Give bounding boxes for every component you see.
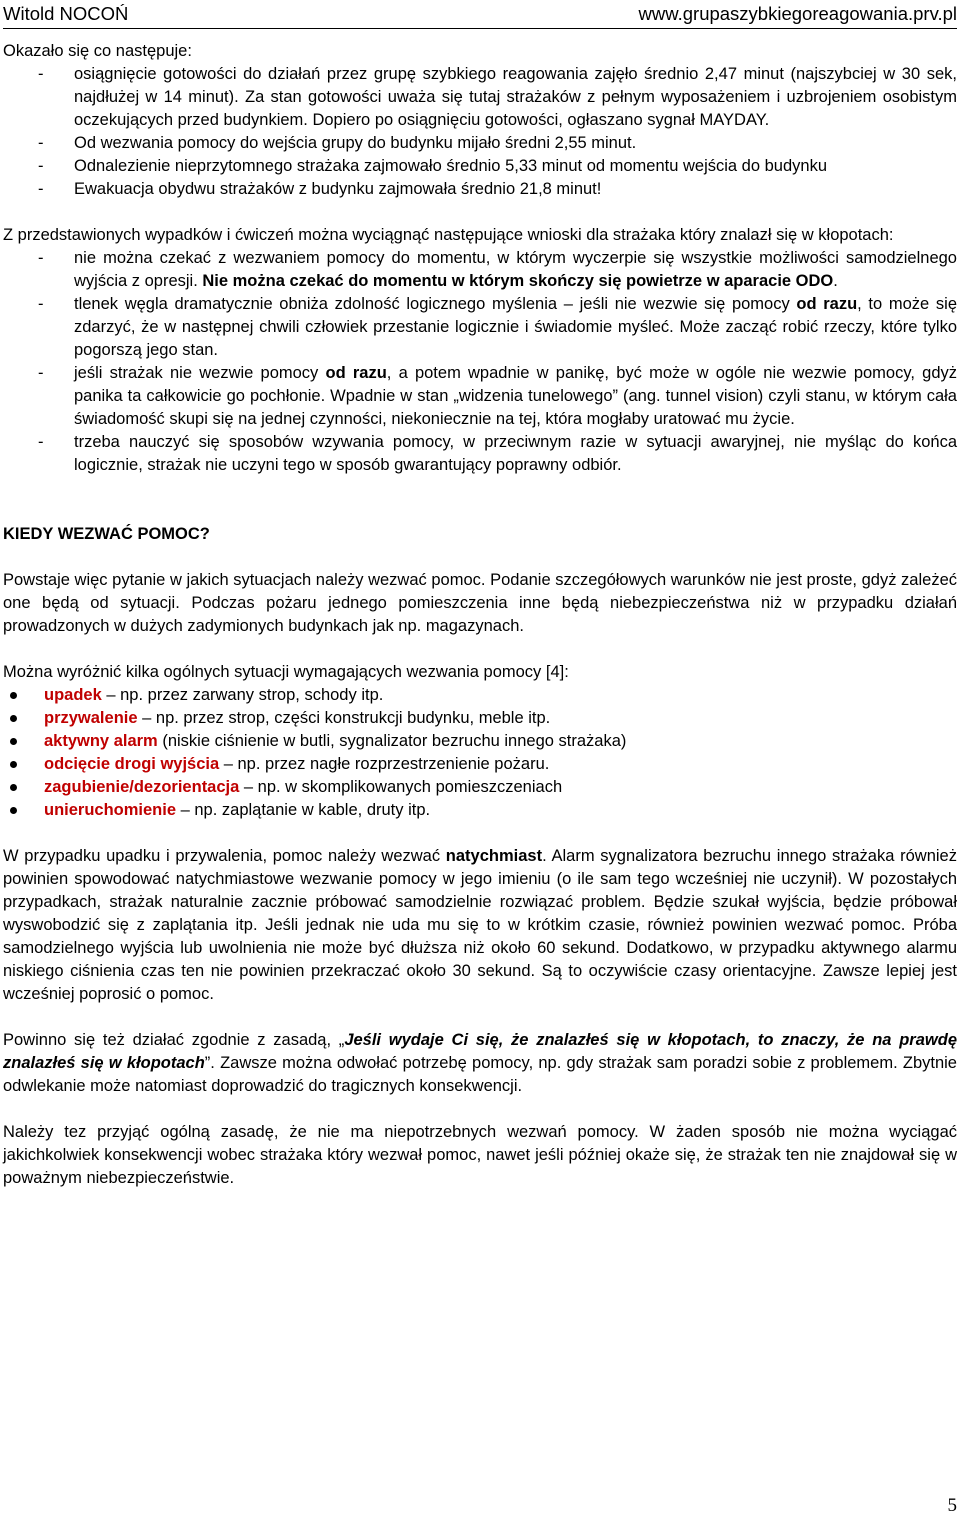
situations-list — [3, 684, 957, 822]
dash-marker: - — [38, 249, 44, 267]
dash-marker: - — [38, 433, 44, 451]
page-number: 5 — [947, 1495, 957, 1516]
page-header — [3, 0, 957, 29]
list-item: - Ewakuacja obydwu strażaków z budynku zajmowała średnio 21,8 minut! — [3, 178, 957, 201]
list-item: zagubienie/dezorientacja – np. w skomplikowanych pomieszczeniach — [3, 776, 957, 799]
list-item: - trzeba nauczyć się sposobów wzywania pomocy, w przeciwnym razie w sytuacji awaryjnej, nie myśląc do końca logicznie, strażak nie uczyni tego w sposób gwarantujący poprawny odbiór. — [38, 433, 957, 474]
dash-marker: - — [38, 364, 44, 382]
list-item: odcięcie drogi wyjścia – np. przez nagłe rozprzestrzenienie pożaru. — [3, 753, 957, 776]
list-item: - Odnalezienie nieprzytomnego strażaka zajmowało średnio 5,33 minut od momentu wejścia do budynku — [3, 155, 957, 178]
bullet-icon — [10, 761, 17, 768]
list-item: - nie można czekać z wezwaniem pomocy do momentu, w którym wyczerpie się wszystkie możliwości samodzielnego wyjścia z opresji. Nie można czekać do momentu w którym skończy się powietrze w aparacie ODO. — [38, 249, 957, 290]
list-item: unieruchomienie – np. zaplątanie w kable, druty itp. — [3, 799, 957, 822]
dash-marker: - — [38, 134, 44, 152]
dash-marker: - — [38, 65, 44, 83]
section-heading: KIEDY WEZWAĆ POMOC? — [3, 525, 210, 543]
author-name: Witold NOCOŃ — [3, 3, 129, 24]
dash-marker: - — [38, 180, 44, 198]
paragraph: Powstaje więc pytanie w jakich sytuacjach należy wezwać pomoc. Podanie szczegółowych warunków nie jest proste, gdyż zależeć one będą od sytuacji. Podczas pożaru jednego pomieszczenia inne będą niebezpieczeństwa niż w przypadku działań prowadzonych w dużych zadymionych budynkach jak np. magazynach. — [3, 571, 957, 635]
list-item: - jeśli strażak nie wezwie pomocy od razu, a potem wpadnie w panikę, być może w ogóle nie wezwie pomocy, gdyż panika ta całkowicie go pochłonie. Wpadnie w stan „widzenia tunelowego” (ang. tunnel vision) czyli stanu, w którym cała świadomość skupi się na jednej czynności, niekoniecznie na tej, która mogłaby uratować mu życie. — [38, 364, 958, 428]
bullet-icon — [10, 738, 17, 745]
list-item: upadek – np. przez zarwany strop, schody itp. — [3, 684, 957, 707]
conclusions-list — [3, 247, 957, 477]
bullet-icon — [10, 784, 17, 791]
paragraph: Powinno się też działać zgodnie z zasadą, „Jeśli wydaje Ci się, że znalazłeś się w kłopotach, to znaczy, że na prawdę znalazłeś się w kłopotach”. Zawsze można odwołać potrzebę pomocy, np. gdy strażak sam poradzi sobie z problemem. Zbytnie odwlekanie może natomiast doprowadzić do tragicznych konsekwencji. — [3, 1031, 957, 1095]
bullet-icon — [10, 807, 17, 814]
document-body — [3, 40, 957, 1190]
bullet-icon — [10, 715, 17, 722]
bullet-icon — [10, 692, 17, 699]
dash-marker: - — [38, 295, 44, 313]
dash-marker: - — [38, 157, 44, 175]
situations-intro: Można wyróżnić kilka ogólnych sytuacji wymagających wezwania pomocy [4]: — [3, 663, 569, 681]
list-item: - osiągnięcie gotowości do działań przez grupę szybkiego reagowania zajęło średnio 2,47 minut (najszybciej w 30 sek, najdłużej w 14 minut). Za stan gotowości uważa się tutaj strażaków z pełnym wyposażeniem i uzbrojeniem osobistym oczekujących przed budynkiem. Dopiero po osiągnięciu gotowości, ogłaszano sygnał MAYDAY. — [38, 65, 957, 129]
list-item: - Od wezwania pomocy do wejścia grupy do budynku mijało średni 2,55 minut. — [3, 132, 957, 155]
paragraph: Należy tez przyjąć ogólną zasadę, że nie ma niepotrzebnych wezwań pomocy. W żaden sposób nie można wyciągać jakichkolwiek konsekwencji wobec strażaka który wezwał pomoc, nawet jeśli później okaże się, że strażak ten nie znajdował się w poważnym niebezpieczeństwie. — [3, 1123, 957, 1187]
conclusions-intro: Z przedstawionych wypadków i ćwiczeń można wyciągnąć następujące wnioski dla strażaka który znalazł się w kłopotach: — [3, 226, 894, 244]
results-intro: Okazało się co następuje: — [3, 42, 192, 60]
results-list — [3, 63, 957, 201]
website-url: www.grupaszybkiegoreagowania.prv.pl — [638, 3, 957, 24]
list-item: przywalenie – np. przez strop, części konstrukcji budynku, meble itp. — [3, 707, 957, 730]
paragraph: W przypadku upadku i przywalenia, pomoc należy wezwać natychmiast. Alarm sygnalizatora bezruchu innego strażaka również powinien spowodować natychmiastowe wezwanie pomocy w jego imieniu (o ile sam tego wcześniej nie uczynił). W pozostałych przypadkach, strażak naturalnie zacznie próbować samodzielnie rozwiązać problem. Będzie szukał wyjścia, będzie próbował wyswobodzić się z zaplątania itp. Jeśli jednak nie uda mu się to w krótkim czasie, również powinien wezwać pomoc. Próba samodzielnego wyjścia lub uwolnienia nie może być dłuższa niż około 60 sekund. Dodatkowo, w przypadku aktywnego alarmu niskiego ciśnienia czas ten nie powinien przekraczać około 30 sekund. Są to oczywiście czasy orientacyjne. Zawsze lepiej jest wcześniej poprosić o pomoc. — [3, 847, 957, 1003]
list-item: - tlenek węgla dramatycznie obniża zdolność logicznego myślenia – jeśli nie wezwie się pomocy od razu, to może się zdarzyć, że w następnej chwili człowiek przestanie logicznie i świadomie myśleć. Może zacząć robić rzeczy, które tylko pogorszą jego stan. — [38, 295, 957, 359]
list-item: aktywny alarm (niskie ciśnienie w butli, sygnalizator bezruchu innego strażaka) — [3, 730, 957, 753]
